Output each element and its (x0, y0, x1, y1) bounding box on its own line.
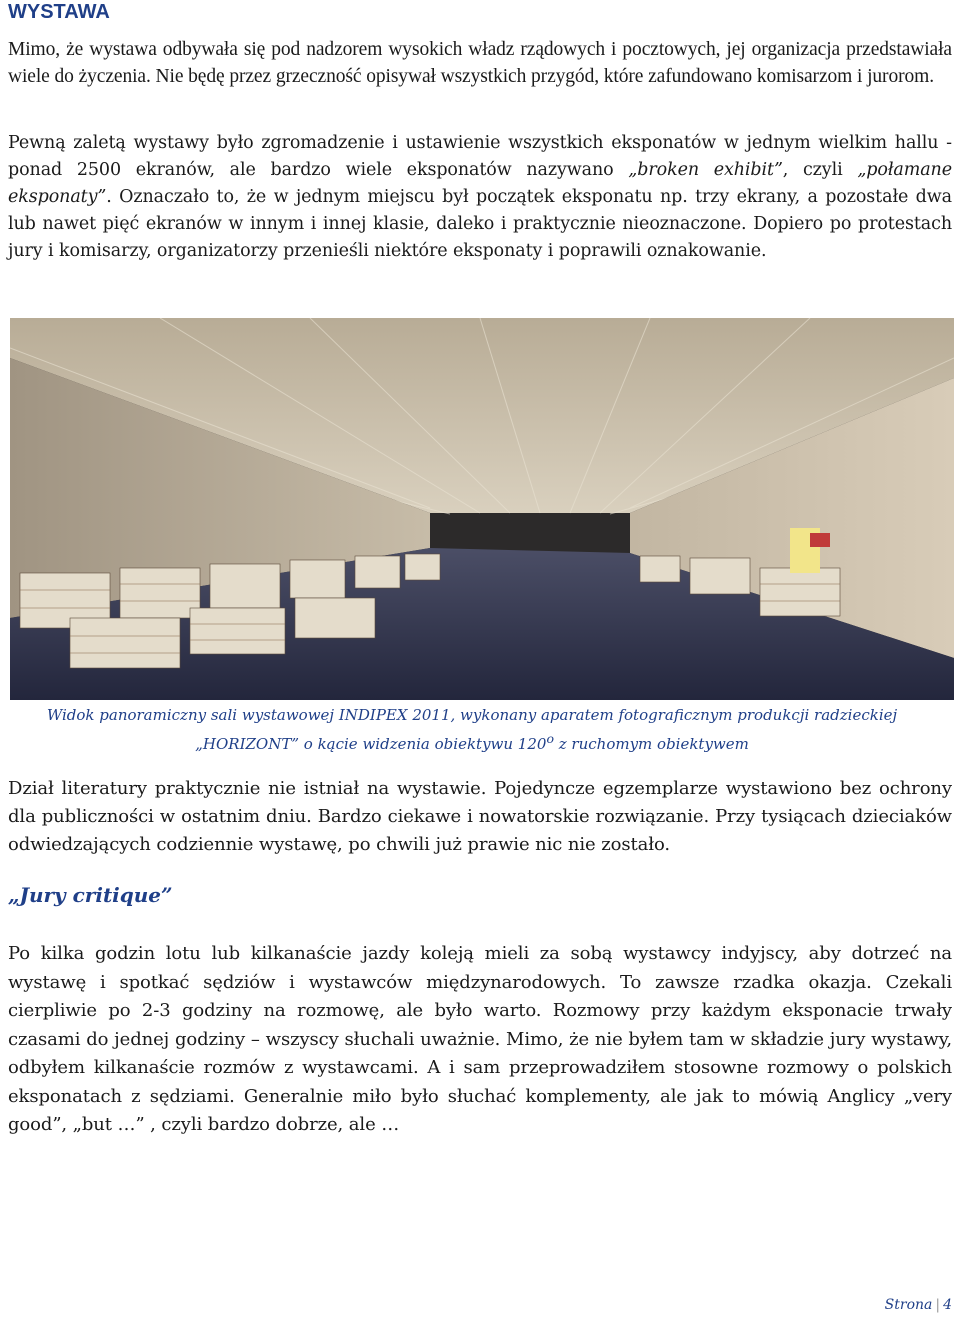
paragraph-literature: Dział literatury praktycznie nie istniał na wystawie. Pojedyncze egzemplarze wystawiono bez ochrony dla publiczności w ostatnim dniu. Bardzo ciekawe i nowatorskie rozwiązanie. Przy tysiącach dzieciaków odwiedzających codziennie wystawę, po chwili już prawie nic nie zostało. (8, 778, 952, 855)
paragraph-intro: Mimo, że wystawa odbywała się pod nadzorem wysokich władz rządowych i pocztowych, jej organizacja przedstawiała wiele do życzenia. Nie będę przez grzeczność opisywał wszystkich przygód, które zafundowano komisarzom i jurorom. (8, 39, 952, 87)
photo-caption (0, 704, 944, 756)
jury-critique-heading: „Jury critique” (8, 883, 173, 907)
degree-sup: o (546, 731, 554, 746)
paragraph-exhibits-text-1: Pewną zaletą wystawy było zgromadzenie i ustawienie wszystkich eksponatów w jednym wielkim hallu - ponad 2500 ekranów, ale bardzo wiele eksponatów nazywano (8, 133, 952, 180)
paragraph-exhibits-text-3: . Oznaczało to, że w jednym miejscu był początek eksponatu np. trzy ekrany, a pozostałe dwa lub nawet pięć ekranów w innym i innej klasie, daleko i praktycznie nieoznaczone. Dopiero po protestach jury i komisarzy, organizatorzy przenieśli niektóre eksponaty i poprawili oznakowanie. (8, 187, 952, 261)
exhibition-hall-photo (10, 318, 954, 700)
broken-exhibit-translation: „połamane eksponaty” (8, 160, 952, 207)
broken-exhibit-term: „broken exhibit” (628, 160, 783, 180)
section-heading: WYSTAWA (8, 1, 110, 23)
footer-label: Strona (884, 1297, 933, 1313)
paragraph-jury: Po kilka godzin lotu lub kilkanaście jazdy koleją mieli za sobą wystawcy indyjscy, aby dotrzeć na wystawę i spotkać sędziów i wystawców międzynarodowych. To zawsze rzadka okazja. Czekali cierpliwie po 2-3 godziny na rozmowę, ale było warto. Rozmowy przy każdym eksponacie trwały czasami do jednej godziny – wszyscy słuchali uważnie. Mimo, że nie byłem tam w składzie jury wystawy, odbyłem kilkanaście rozmów z wystawcami. A i sam przeprowadziłem stosowne rozmowy o polskich eksponatach z sędziami. Generalnie miło było słuchać komplementy, ale jak to mówią Anglicy „very good”, „but …” , czyli bardzo dobrze, ale … (8, 943, 952, 1135)
paragraph-exhibits (8, 130, 952, 265)
footer-separator: | (935, 1297, 941, 1313)
page-number: 4 (943, 1297, 952, 1313)
caption-line-2b: z ruchomym obiektywem (553, 735, 749, 753)
paragraph-exhibits-text-2: , czyli (782, 160, 858, 180)
page-footer (885, 1297, 952, 1313)
caption-line-2a: „HORIZONT” o kącie widzenia obiektywu 120 (195, 735, 547, 753)
caption-line-1: Widok panoramiczny sali wystawowej INDIPEX 2011, wykonany aparatem fotograficznym produkcji radzieckiej (46, 706, 898, 724)
